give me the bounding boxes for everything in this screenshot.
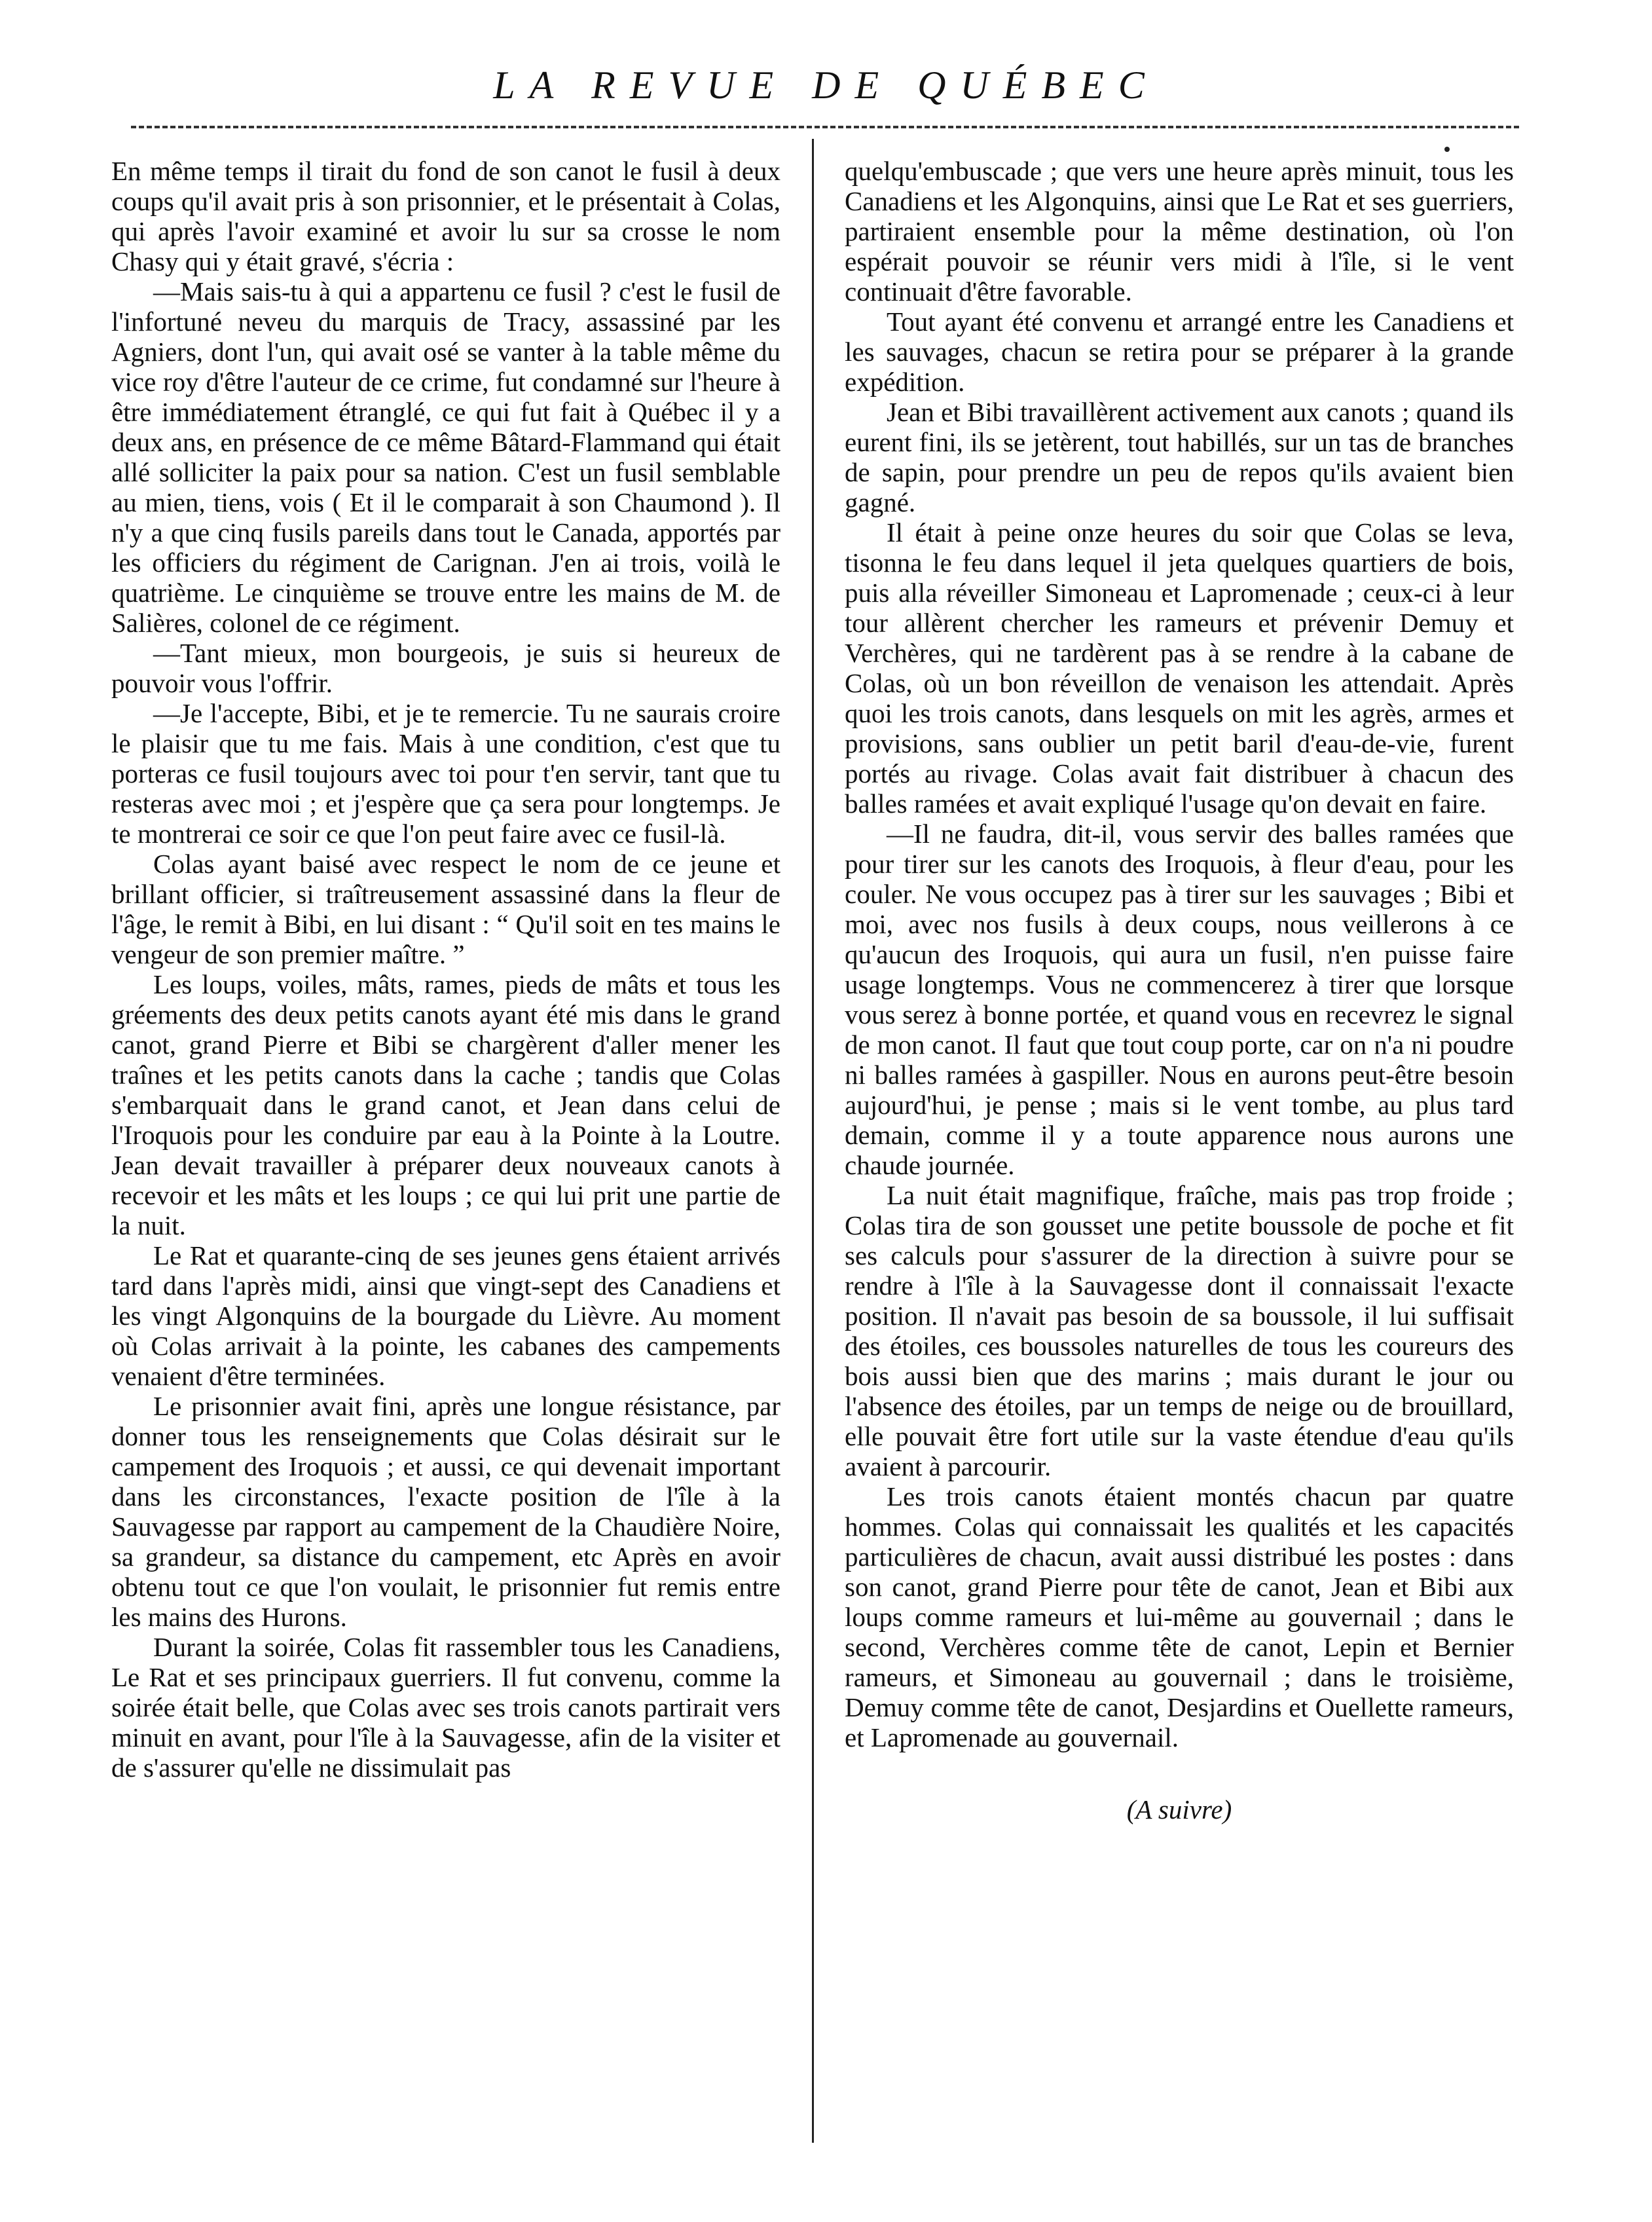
paragraph-continuation: quelqu'embuscade ; que vers une heure après minuit, tous les Canadiens et les Algonquins, ainsi que Le Rat et ses guerriers, partiraient ensemble pour la même destination, où l'on espérait pouvoir se réunir vers midi à l'île, si le vent continuait d'être favorable. <box>845 156 1514 306</box>
print-speck <box>1444 147 1450 152</box>
page-header: LA REVUE DE QUÉBEC <box>493 64 1159 107</box>
paragraph: Durant la soirée, Colas fit rassembler tous les Canadiens, Le Rat et ses principaux guerriers. Il fut convenu, comme la soirée était belle, que Colas avec ses trois canots partirait vers minuit en avant, pour l'île à la Sauvagesse, afin de la visiter et de s'assurer qu'elle ne dissimulait pas <box>111 1632 780 1783</box>
left-column <box>111 156 780 1783</box>
paragraph: —Mais sais-tu à qui a appartenu ce fusil ? c'est le fusil de l'infortuné neveu du marquis de Tracy, assassiné par les Agniers, dont l'un, qui avait osé se vanter à la table même du vice roy d'être l'auteur de ce crime, fut condamné sur l'heure à être immédiatement étranglé, ce qui fut fait à Québec il y a deux ans, en présence de ce même Bâtard-Flammand qui était allé solliciter la paix pour sa nation. C'est un fusil semblable au mien, tiens, vois ( Et il le comparait à son Chaumond ). Il n'y a que cinq fusils pareils dans tout le Canada, apportés par les officiers du régiment de Carignan. J'en ai trois, voilà le quatrième. Le cinquième se trouve entre les mains de M. de Salières, colonel de ce régiment. <box>111 276 780 638</box>
to-be-continued-note: (A suivre) <box>1126 1794 1232 1824</box>
paragraph: Il était à peine onze heures du soir que Colas se leva, tisonna le feu dans lequel il jeta quelques quartiers de bois, puis alla réveiller Simoneau et Lapromenade ; ceux-ci à leur tour allèrent chercher les rameurs et prévenir Demuy et Verchères, qui ne tardèrent pas à se rendre à la cabane de Colas, où un bon réveillon de venaison les attendait. Après quoi les trois canots, dans lesquels on mit les agrès, armes et provisions, sans oublier un petit baril d'eau-de-vie, furent portés au rivage. Colas avait fait distribuer à chacun des balles ramées et avait expliqué l'usage qu'on devait en faire. <box>845 517 1514 819</box>
paragraph: —Tant mieux, mon bourgeois, je suis si heureux de pouvoir vous l'offrir. <box>111 638 780 698</box>
paragraph: Tout ayant été convenu et arrangé entre les Canadiens et les sauvages, chacun se retira pour se préparer à la grande expédition. <box>845 306 1514 397</box>
paragraph: Les trois canots étaient montés chacun par quatre hommes. Colas qui connaissait les qualités et les capacités particulières de chacun, avait aussi distribué les postes : dans son canot, grand Pierre pour tête de canot, Jean et Bibi aux loups comme rameurs et lui-même au gouvernail ; dans le second, Verchères comme tête de canot, Lepin et Bernier rameurs, et Simoneau au gouvernail ; dans le troisième, Demuy comme tête de canot, Desjardins et Ouellette rameurs, et Lapromenade au gouvernail. <box>845 1481 1514 1752</box>
paragraph: —Il ne faudra, dit-il, vous servir des balles ramées que pour tirer sur les canots des Iroquois, à fleur d'eau, pour les couler. Ne vous occupez pas à tirer sur les sauvages ; Bibi et moi, avec nos fusils à deux coups, nous veillerons à ce qu'aucun des Iroquois, qui aura un fusil, n'en puisse faire usage longtemps. Vous ne commencerez à tirer que lorsque vous serez à bonne portée, et quand vous en recevrez le signal de mon canot. Il faut que tout coup porte, car on n'a ni poudre ni balles ramées à gaspiller. Nous en aurons peut-être besoin aujourd'hui, je pense ; mais si le vent tombe, au plus tard demain, comme il y a toute apparence nous aurons une chaude journée. <box>845 819 1514 1180</box>
paragraph: Le Rat et quarante-cinq de ses jeunes gens étaient arrivés tard dans l'après midi, ainsi que vingt-sept des Canadiens et les vingt Algonquins de la bourgade du Lièvre. Au moment où Colas arrivait à la pointe, les cabanes des campements venaient d'être terminées. <box>111 1240 780 1391</box>
paragraph: Jean et Bibi travaillèrent activement aux canots ; quand ils eurent fini, ils se jetèrent, tout habillés, sur un tas de branches de sapin, pour prendre un peu de repos qu'ils avaient bien gagné. <box>845 397 1514 517</box>
paragraph: —Je l'accepte, Bibi, et je te remercie. Tu ne saurais croire le plaisir que tu me fais. Mais à une condition, c'est que tu porteras ce fusil toujours avec toi pour t'en servir, tant que tu resteras avec moi ; et j'espère que ça sera pour longtemps. Je te montrerai ce soir ce que l'on peut faire avec ce fusil-là. <box>111 698 780 849</box>
right-column <box>845 156 1514 1824</box>
paragraph: Colas ayant baisé avec respect le nom de ce jeune et brillant officier, si traîtreusement assassiné dans la fleur de l'âge, le remit à Bibi, en lui disant : “ Qu'il soit en tes mains le vengeur de son premier maître. ” <box>111 849 780 969</box>
paragraph: La nuit était magnifique, fraîche, mais pas trop froide ; Colas tira de son gousset une petite boussole de poche et fit ses calculs pour s'assurer de la direction à suivre pour se rendre à l'île à la Sauvagesse dont il connaissait l'exacte position. Il n'avait pas besoin de sa boussole, il lui suffisait des étoiles, ces boussoles naturelles de tous les coureurs des bois aussi bien que des marins ; mais durant le jour ou l'absence des étoiles, par un temps de neige ou de brouillard, elle pouvait être fort utile sur la vaste étendue d'eau qu'ils avaient à parcourir. <box>845 1180 1514 1481</box>
column-divider <box>812 139 814 2143</box>
paragraph: Le prisonnier avait fini, après une longue résistance, par donner tous les renseignements que Colas désirait sur le campement des Iroquois ; et aussi, ce qui devenait important dans les circonstances, l'exacte position de l'île à la Sauvagesse par rapport au campement de la Chaudière Noire, sa grandeur, sa distance du campement, etc Après en avoir obtenu tout ce que l'on voulait, le prisonnier fut remis entre les mains des Hurons. <box>111 1391 780 1632</box>
paragraph: En même temps il tirait du fond de son canot le fusil à deux coups qu'il avait pris à son prisonnier, et le présentait à Colas, qui après l'avoir examiné et avoir lu sur sa crosse le nom Chasy qui y était gravé, s'écria : <box>111 156 780 276</box>
paragraph: Les loups, voiles, mâts, rames, pieds de mâts et tous les gréements des deux petits canots ayant été mis dans le grand canot, grand Pierre et Bibi se chargèrent d'aller mener les traînes et les petits canots dans la cache ; tandis que Colas s'embarquait dans le grand canot, et Jean dans celui de l'Iroquois pour les conduire par eau à la Pointe à la Loutre. Jean devait travailler à préparer deux nouveaux canots à recevoir et les mâts et les loups ; ce qui lui prit une partie de la nuit. <box>111 969 780 1240</box>
header-rule <box>131 126 1519 128</box>
